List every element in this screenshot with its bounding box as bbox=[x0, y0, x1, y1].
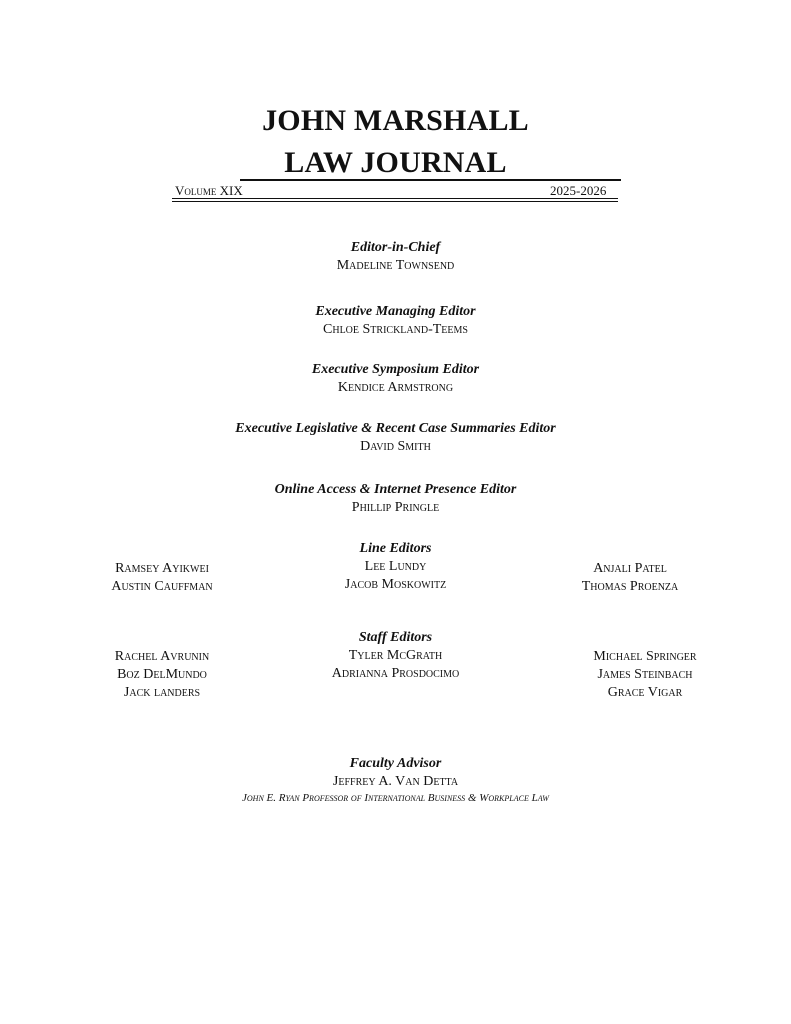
legislative-editor-block bbox=[0, 420, 791, 456]
line-editor-name: Ramsey Ayikwei bbox=[115, 561, 209, 576]
editor-in-chief-block bbox=[0, 239, 791, 275]
staff-editors-left bbox=[92, 648, 232, 702]
editor-role: Executive Legislative & Recent Case Summaries Editor bbox=[235, 421, 556, 436]
staff-editor-name: Tyler McGrath bbox=[348, 648, 443, 663]
journal-title-line-2: LAW JOURNAL bbox=[284, 146, 507, 179]
volume-rule-upper bbox=[172, 198, 618, 199]
line-editors-right bbox=[560, 560, 700, 596]
line-editors-heading: Line Editors bbox=[359, 541, 432, 556]
editor-name: Chloe Strickland-Teems bbox=[323, 322, 468, 337]
line-editor-name: Anjali Patel bbox=[593, 561, 667, 576]
online-editor-block bbox=[0, 481, 791, 517]
editor-role: Executive Managing Editor bbox=[315, 304, 476, 319]
staff-editor-name: Grace Vigar bbox=[607, 685, 683, 700]
line-editors-left bbox=[92, 560, 232, 596]
volume-rule-lower bbox=[172, 201, 618, 202]
symposium-editor-block bbox=[0, 361, 791, 397]
editor-name: Madeline Townsend bbox=[336, 258, 455, 273]
staff-editors-heading: Staff Editors bbox=[358, 630, 433, 645]
editor-role: Editor-in-Chief bbox=[350, 240, 441, 255]
editor-name: Phillip Pringle bbox=[351, 500, 440, 515]
line-editor-name: Austin Cauffman bbox=[111, 579, 213, 594]
editor-role: Online Access & Internet Presence Editor bbox=[274, 482, 517, 497]
faculty-advisor-name: Jeffrey A. Van Detta bbox=[332, 774, 459, 789]
staff-editor-name: Michael Springer bbox=[593, 649, 697, 664]
line-editor-name: Lee Lundy bbox=[364, 559, 427, 574]
faculty-advisor-block bbox=[0, 755, 791, 805]
editor-role: Executive Symposium Editor bbox=[311, 362, 480, 377]
faculty-advisor-title: John E. Ryan Professor of International Business & Workplace Law bbox=[242, 792, 549, 804]
line-editor-name: Jacob Moskowitz bbox=[344, 577, 447, 592]
staff-editor-name: Boz DelMundo bbox=[117, 667, 207, 682]
managing-editor-block bbox=[0, 303, 791, 339]
staff-editors-right bbox=[575, 648, 715, 702]
staff-editor-name: Jack landers bbox=[123, 685, 201, 700]
staff-editor-name: James Steinbach bbox=[597, 667, 693, 682]
editor-name: David Smith bbox=[360, 439, 431, 454]
faculty-advisor-heading: Faculty Advisor bbox=[349, 756, 442, 771]
line-editor-name: Thomas Proenza bbox=[581, 579, 679, 594]
title-rule bbox=[240, 179, 621, 181]
staff-editor-name: Rachel Avrunin bbox=[114, 649, 210, 664]
volume-label: Volume XIX bbox=[175, 183, 243, 198]
volume-years: 2025-2026 bbox=[550, 183, 607, 198]
journal-title-line-1: JOHN MARSHALL bbox=[262, 104, 529, 137]
staff-editor-name: Adrianna Prosdocimo bbox=[331, 666, 460, 681]
editor-name: Kendice Armstrong bbox=[337, 380, 454, 395]
